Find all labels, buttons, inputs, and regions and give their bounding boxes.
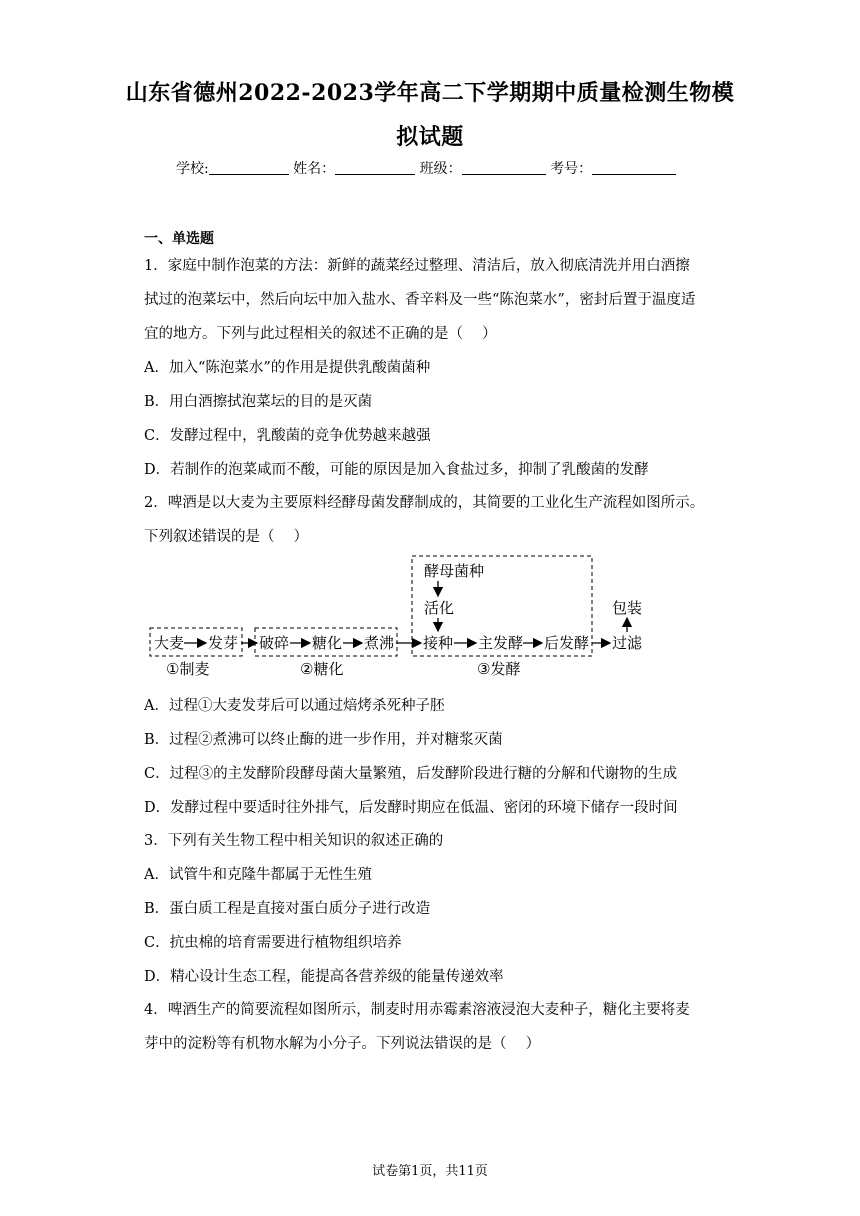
question-2-option-a: A．过程①大麦发芽后可以通过焙烤杀死种子胚 <box>144 698 445 714</box>
question-3-option-b: B．蛋白质工程是直接对蛋白质分子进行改造 <box>144 901 431 917</box>
node-crush: 破碎 <box>259 634 290 652</box>
section-title: 一、单选题 <box>144 231 214 247</box>
question-2-line-1: 2．啤酒是以大麦为主要原料经酵母菌发酵制成的，其简要的工业化生产流程如图所示。 <box>144 495 705 511</box>
question-2-line-2: 下列叙述错误的是（ ） <box>144 529 309 545</box>
label-saccharify: ②糖化 <box>300 660 344 678</box>
node-activate: 活化 <box>424 599 455 617</box>
question-1-option-c: C．发酵过程中，乳酸菌的竞争优势越来越强 <box>144 428 431 444</box>
question-2-option-c: C．过程③的主发酵阶段酵母菌大量繁殖，后发酵阶段进行糖的分解和代谢物的生成 <box>144 766 678 782</box>
title-line-1: 山东省德州2022-2023学年高二下学期期中质量检测生物模 <box>125 80 735 106</box>
node-boil: 煮沸 <box>364 634 395 652</box>
name-label: 姓名： <box>293 161 336 177</box>
exam-no-blank <box>592 160 676 175</box>
node-main-ferment: 主发酵 <box>478 634 524 652</box>
question-1-line-3: 宜的地方。下列与此过程相关的叙述不正确的是（ ） <box>144 326 497 342</box>
school-label: 学校: <box>176 161 209 177</box>
node-barley: 大麦 <box>154 634 185 652</box>
node-yeast: 酵母菌种 <box>424 562 485 580</box>
question-3-option-c: C．抗虫棉的培育需要进行植物组织培养 <box>144 935 402 951</box>
question-1-option-a: A．加入“陈泡菜水”的作用是提供乳酸菌菌种 <box>144 360 431 376</box>
node-package: 包装 <box>612 599 643 617</box>
question-4-line-2: 芽中的淀粉等有机物水解为小分子。下列说法错误的是（ ） <box>144 1036 541 1052</box>
node-saccharify: 糖化 <box>312 634 343 652</box>
question-1-option-d: D．若制作的泡菜咸而不酸，可能的原因是加入食盐过多，抑制了乳酸菌的发酵 <box>144 462 649 478</box>
label-fermentation: ③发酵 <box>477 660 521 678</box>
question-1-line-2: 拭过的泡菜坛中，然后向坛中加入盐水、香辛料及一些“陈泡菜水”，密封后置于温度适 <box>144 292 696 308</box>
school-blank <box>209 160 289 175</box>
question-3-stem: 3．下列有关生物工程中相关知识的叙述正确的 <box>144 833 444 849</box>
question-2-option-b: B．过程②煮沸可以终止酶的进一步作用，并对糖浆灭菌 <box>144 732 503 748</box>
label-malting: ①制麦 <box>166 660 210 678</box>
exam-no-label: 考号： <box>550 161 593 177</box>
node-inoculate: 接种 <box>423 634 454 652</box>
page-footer: 试卷第1页，共11页 <box>372 1164 488 1179</box>
node-post-ferment: 后发酵 <box>544 634 590 652</box>
class-label: 班级： <box>419 161 462 177</box>
question-3-option-a: A．试管牛和克隆牛都属于无性生殖 <box>144 867 372 883</box>
student-info-row <box>176 158 676 178</box>
question-1-option-b: B．用白酒擦拭泡菜坛的目的是灭菌 <box>144 394 373 410</box>
question-2-option-d: D．发酵过程中要适时往外排气，后发酵时期应在低温、密闭的环境下储存一段时间 <box>144 800 678 816</box>
question-3-option-d: D．精心设计生态工程，能提高各营养级的能量传递效率 <box>144 969 504 985</box>
question-4-line-1: 4．啤酒生产的简要流程如图所示，制麦时用赤霉素溶液浸泡大麦种子，糖化主要将麦 <box>144 1002 690 1018</box>
name-blank <box>335 160 415 175</box>
title-line-2: 拟试题 <box>396 124 464 150</box>
beer-process-diagram <box>140 552 660 682</box>
class-blank <box>462 160 546 175</box>
node-sprout: 发芽 <box>208 634 239 652</box>
node-filter: 过滤 <box>612 634 643 652</box>
question-1-line-1: 1．家庭中制作泡菜的方法：新鲜的蔬菜经过整理、清洁后，放入彻底清洗并用白酒擦 <box>144 258 690 274</box>
